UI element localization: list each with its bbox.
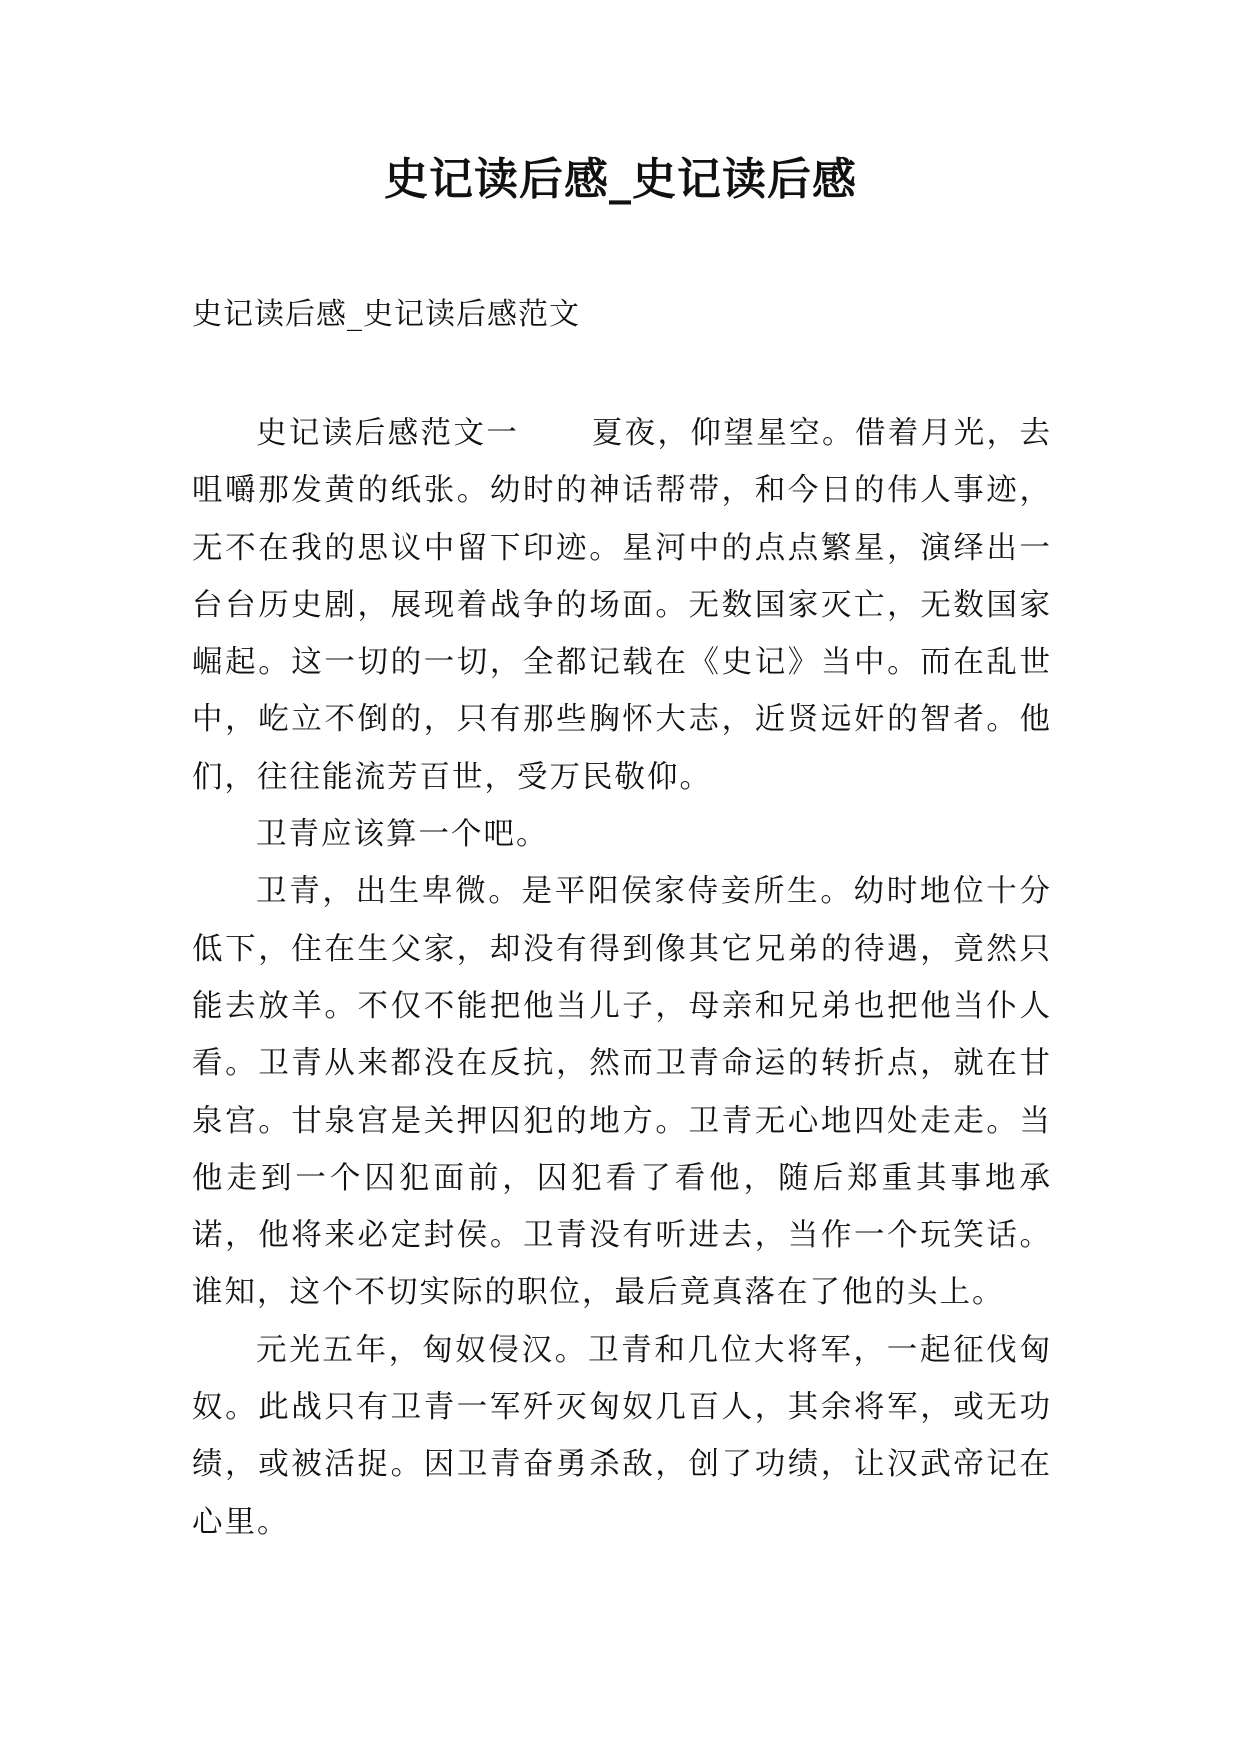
paragraph-heading: 史记读后感范文一 bbox=[256, 416, 520, 451]
paragraph-2: 卫青应该算一个吧。 bbox=[256, 817, 549, 853]
paragraph-4: 元光五年，匈奴侵汉。卫青和几位大将军，一起征伐匈奴。此战只有卫青一军歼灭匈奴几百人，其余将军，或无功绩，或被活捉。因卫青奋勇杀敌，创了功绩，让汉武帝记在心里。 bbox=[192, 1332, 1052, 1540]
paragraph-3: 卫青，出生卑微。是平阳侯家侍妾所生。幼时地位十分低下，住在生父家，却没有得到像其它兄弟的待遇，竟然只能去放羊。不仅不能把他当儿子，母亲和兄弟也把他当仆人看。卫青从来都没在反抗，然而卫青命运的转折点，就在甘泉宫。甘泉宫是关押囚犯的地方。卫青无心地四处走走。当他走到一个囚犯面前，囚犯看了看他，随后郑重其事地承诺，他将来必定封侯。卫青没有听进去，当作一个玩笑话。谁知，这个不切实际的职位，最后竟真落在了他的头上。 bbox=[192, 874, 1052, 1311]
paragraph-1 bbox=[192, 405, 1052, 806]
document-title: 史记读后感_史记读后感 bbox=[384, 154, 857, 205]
document-body bbox=[192, 405, 1052, 1551]
paragraph-text: 夏夜，仰望星空。借着月光，去咀嚼那发黄的纸张。幼时的神话帮带，和今日的伟人事迹，无不在我的思议中留下印迹。星河中的点点繁星，演绎出一台台历史剧，展现着战争的场面。无数国家灭亡，无数国家崛起。这一切的一切，全都记载在《史记》当中。而在乱世中，屹立不倒的，只有那些胸怀大志，近贤远奸的智者。他们，往往能流芳百世，受万民敬仰。 bbox=[192, 416, 1053, 795]
document-subtitle: 史记读后感_史记读后感范文 bbox=[192, 297, 580, 332]
